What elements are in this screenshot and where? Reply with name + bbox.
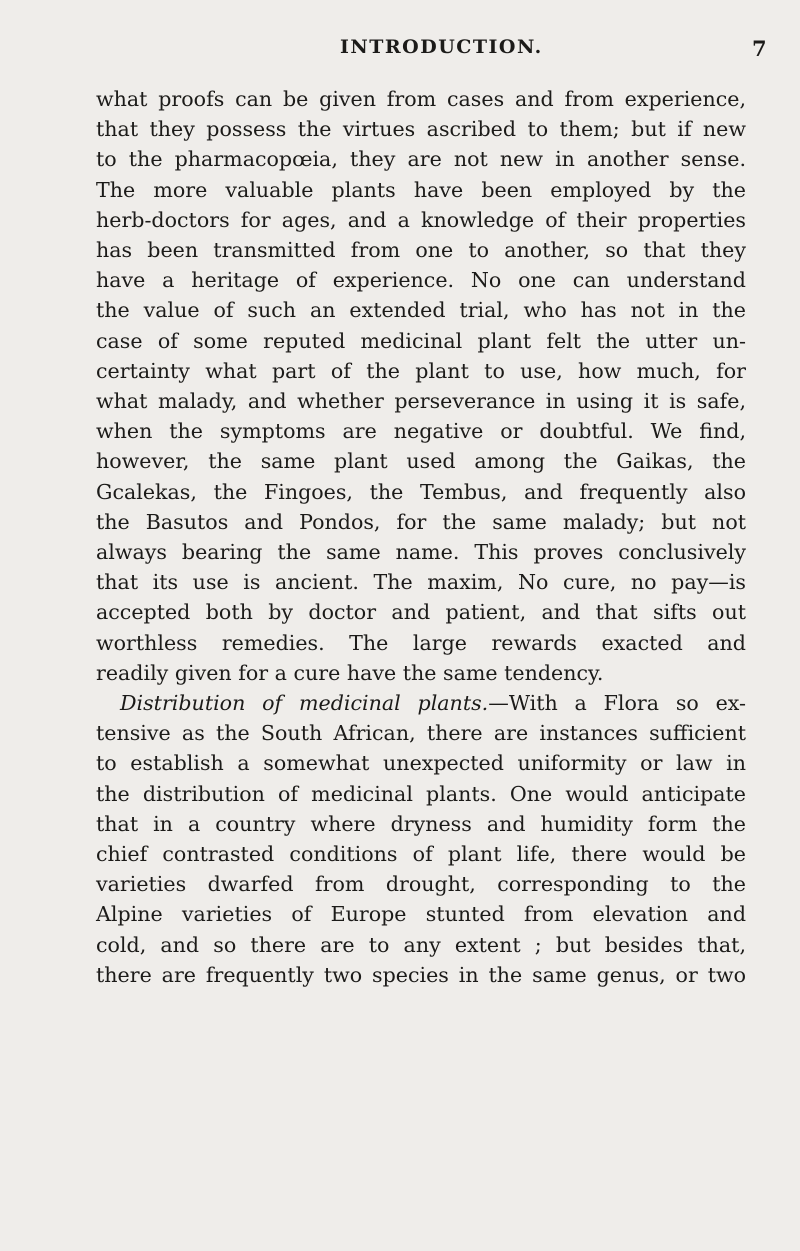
- text-line: worthless remedies. The large rewards exacted and: [96, 630, 746, 655]
- page-number: 7: [752, 36, 767, 61]
- text-line: what proofs can be given from cases and from experience,: [96, 87, 746, 111]
- text-line: readily given for a cure have the same tendency.: [96, 660, 604, 685]
- section-first-line: [96, 688, 746, 718]
- section-first-line-rest: —With a Flora so ex-: [488, 691, 747, 716]
- text-line: what malady, and whether perseverance in using it is safe,: [96, 389, 746, 414]
- text-line: when the symptoms are negative or doubtful. We find,: [96, 419, 746, 444]
- text-line: to the pharmacopœia, they are not new in another sense.: [96, 147, 746, 172]
- body-text: [96, 84, 746, 990]
- text-line: the value of such an extended trial, who has not in the: [96, 298, 746, 323]
- text-line: there are frequently two species in the same genus, or two: [96, 962, 746, 987]
- text-line: Alpine varieties of Europe stunted from elevation and: [96, 902, 746, 927]
- text-line: accepted both by doctor and patient, and that sifts out: [96, 600, 746, 625]
- section-heading: Distribution of medicinal plants.: [120, 691, 489, 716]
- text-line: varieties dwarfed from drought, corresponding to the: [96, 872, 746, 897]
- text-line: cold, and so there are to any extent ; but besides that,: [96, 932, 746, 957]
- text-line: however, the same plant used among the Gaikas, the: [96, 449, 746, 474]
- text-line: have a heritage of experience. No one can understand: [96, 268, 746, 293]
- text-line: that they possess the virtues ascribed to them; but if new: [96, 117, 746, 142]
- text-line: the Basutos and Pondos, for the same malady; but not: [96, 509, 746, 534]
- text-line: the distribution of medicinal plants. One would anticipate: [96, 781, 746, 806]
- text-line: certainty what part of the plant to use, how much, for: [96, 358, 746, 383]
- page-header: [0, 36, 800, 76]
- text-line: that its use is ancient. The maxim, No cure, no pay—is: [96, 570, 746, 595]
- text-line: has been transmitted from one to another, so that they: [96, 238, 746, 263]
- text-line: Gcalekas, the Fingoes, the Tembus, and frequently also: [96, 479, 746, 504]
- text-line: The more valuable plants have been employed by the: [96, 177, 746, 202]
- text-line: always bearing the same name. This proves conclusively: [96, 540, 746, 565]
- text-line: chief contrasted conditions of plant life, there would be: [96, 842, 746, 867]
- text-line: that in a country where dryness and humidity form the: [96, 811, 746, 836]
- text-line: case of some reputed medicinal plant felt the utter un-: [96, 328, 746, 353]
- text-line: tensive as the South African, there are instances sufficient: [96, 721, 746, 746]
- text-line: herb-doctors for ages, and a knowledge of their properties: [96, 207, 746, 232]
- text-line: to establish a somewhat unexpected uniformity or law in: [96, 751, 746, 776]
- running-title: INTRODUCTION.: [340, 36, 543, 58]
